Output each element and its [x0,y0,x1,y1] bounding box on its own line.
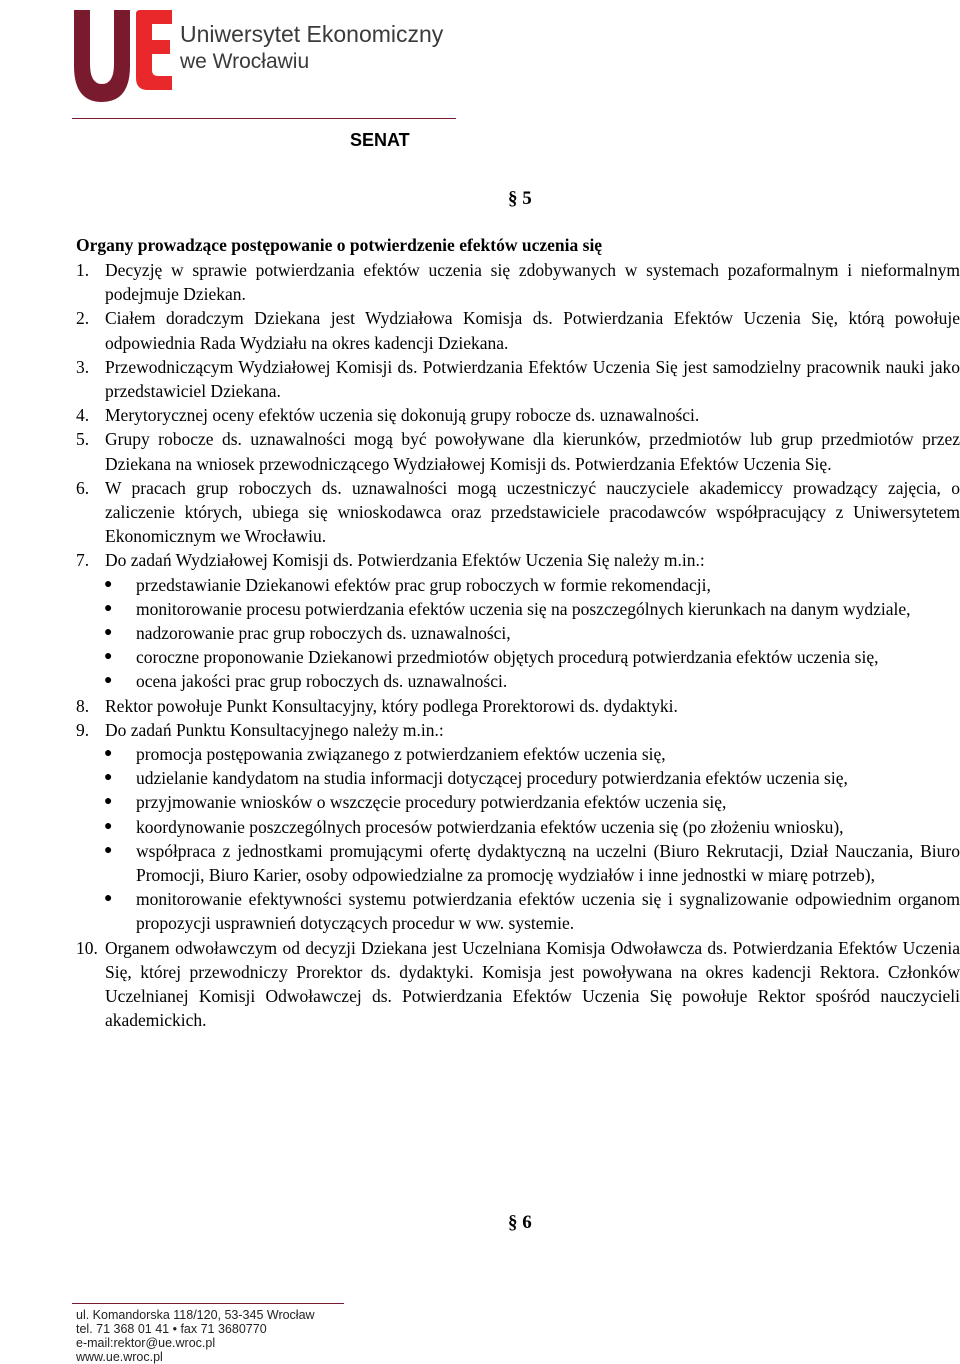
item-number: 3. [76,356,90,377]
list-item [76,403,960,427]
item-text: Decyzję w sprawie potwierdzania efektów uczenia się zdobywanych w systemach pozaformalnym i nieformalnym podejmuje Dziekan. [105,260,960,305]
senat-heading: SENAT [350,130,410,150]
footer-email: e-mail:rektor@ue.wroc.pl [76,1336,216,1350]
bullet-icon: ● [104,673,113,689]
list-item [76,258,960,306]
bullet-text: koordynowanie poszczególnych procesów potwierdzania efektów uczenia się (po złożeniu wniosku), [136,816,844,837]
bullet-list-9 [76,742,960,936]
university-logo [72,6,472,116]
bullet-item [76,839,960,887]
item-text: Rektor powołuje Punkt Konsultacyjny, który podlega Prorektorowi ds. dydaktyki. [105,695,678,716]
bullet-item [76,766,960,790]
logo-text [180,20,443,76]
bullet-text: promocja postępowania związanego z potwierdzaniem efektów uczenia się, [136,744,666,765]
list-item [76,694,960,718]
footer-phone: tel. 71 368 01 41 • fax 71 3680770 [76,1322,267,1336]
bullet-icon: ● [104,842,113,858]
bullet-icon: ● [104,649,113,665]
item-number: 4. [76,405,90,426]
bullet-text: monitorowanie efektywności systemu potwierdzania efektów uczenia się i sygnalizowanie odpowiednim organom propozycji usprawnień dotyczących procedur w ww. systemie. [136,889,960,934]
item-text: Przewodniczącym Wydziałowej Komisji ds. Potwierdzania Efektów Uczenia Się jest samodzielny pracownik nauki jako przedstawiciel Dziekana. [105,356,960,402]
logo-university-name: Uniwersytet Ekonomiczny [180,21,444,47]
ue-logo-mark [72,6,176,106]
bullet-item [76,790,960,814]
bullet-text: coroczne proponowanie Dziekanowi przedmiotów objętych procedurą potwierdzania efektów uczenia się, [136,647,879,668]
bullet-item [76,742,960,766]
bullet-icon: ● [104,600,113,616]
section-6-mark: § 6 [508,1212,532,1233]
bullet-item [76,621,960,645]
bullet-text: udzielanie kandydatom na studia informacji dotyczącej procedury potwierdzania efektów uczenia się, [136,768,848,789]
list-item [76,718,960,742]
bullet-text: nadzorowanie prac grup roboczych ds. uznawalności, [136,623,511,644]
bullet-icon: ● [104,746,113,762]
item-number: 6. [76,477,90,498]
bullet-text: współpraca z jednostkami promującymi ofertę dydaktyczną na uczelni (Biuro Rekrutacji, Dział Nauczania, Biuro Promocji, Biuro Karier, osoby odpowiedzialne za promocję wydziałów i inne jednostki w miarę potrzeb), [136,840,960,886]
item-number: 1. [76,260,90,280]
list-item [76,306,960,354]
footer-website: www.ue.wroc.pl [76,1350,163,1364]
item-text: W pracach grup roboczych ds. uznawalności mogą uczestniczyć nauczyciele akademiccy prowadzący zajęcia, o zaliczenie których, ubiega się wnioskodawca oraz przedstawiciele pracodawców współpracujący z Uniwersytetem Ekonomicznym we Wrocławiu. [105,477,960,547]
bullet-icon: ● [104,625,113,641]
footer-divider [72,1303,344,1304]
bullet-list-7 [76,573,960,694]
section-title: Organy prowadzące postępowanie o potwierdzenie efektów uczenia się [76,235,603,255]
bullet-icon: ● [104,770,113,786]
list-item [76,355,960,403]
item-number: 9. [76,719,90,740]
bullet-icon: ● [104,576,113,592]
bullet-icon: ● [104,794,113,810]
header-divider [72,118,456,119]
bullet-item [76,573,960,597]
item-number: 8. [76,695,90,716]
bullet-item [76,645,960,669]
item-number: 10. [76,937,98,958]
footer-contact [76,1308,315,1364]
item-number: 7. [76,550,90,571]
bullet-item [76,887,960,935]
bullet-item [76,815,960,839]
list-item [76,476,960,549]
item-number: 5. [76,429,90,450]
bullet-icon: ● [104,891,113,907]
bullet-text: monitorowanie procesu potwierdzania efektów uczenia się na poszczególnych kierunkach na danym wydziale, [136,598,911,619]
item-text: Grupy robocze ds. uznawalności mogą być powoływane dla kierunków, przedmiotów lub grup przedmiotów przez Dziekana na wniosek przewodniczącego Wydziałowej Komisji ds. Potwierdzania Efektów Uczenia Się. [105,429,960,474]
item-text: Organem odwoławczym od decyzji Dziekana jest Uczelniana Komisja Odwoławcza ds. Potwierdzania Efektów Uczenia Się, której przewodniczy Prorektor ds. dydaktyki. Komisja jest powoływana na okres kadencji Rektora. Członków Uczelnianej Komisji Odwoławczej ds. Potwierdzania Efektów Uczenia Się powołuje Rektor spośród nauczycieli akademickich. [105,937,960,1031]
bullet-text: przyjmowanie wniosków o wszczęcie procedury potwierdzania efektów uczenia się, [136,792,727,813]
bullet-text: ocena jakości prac grup roboczych ds. uznawalności. [136,671,508,692]
item-text: Ciałem doradczym Dziekana jest Wydziałowa Komisja ds. Potwierdzania Efektów Uczenia Się, którą powołuje odpowiednia Rada Wydziału na okres kadencji Dziekana. [105,308,960,353]
bullet-item [76,597,960,621]
footer-address: ul. Komandorska 118/120, 53-345 Wrocław [76,1308,315,1322]
item-text: Merytorycznej oceny efektów uczenia się dokonują grupy robocze ds. uznawalności. [105,405,700,426]
bullet-icon: ● [104,818,113,834]
list-item [76,936,960,1033]
section-5-content [76,258,960,1033]
bullet-item [76,669,960,693]
item-number: 2. [76,308,90,329]
list-item [76,548,960,572]
item-text: Do zadań Wydziałowej Komisji ds. Potwierdzania Efektów Uczenia Się należy m.in.: [105,550,705,571]
section-5-mark: § 5 [508,188,532,209]
bullet-text: przedstawianie Dziekanowi efektów prac grup roboczych w formie rekomendacji, [136,574,711,595]
item-text: Do zadań Punktu Konsultacyjnego należy m.in.: [105,719,444,740]
logo-city: we Wrocławiu [180,50,310,73]
list-item [76,427,960,475]
